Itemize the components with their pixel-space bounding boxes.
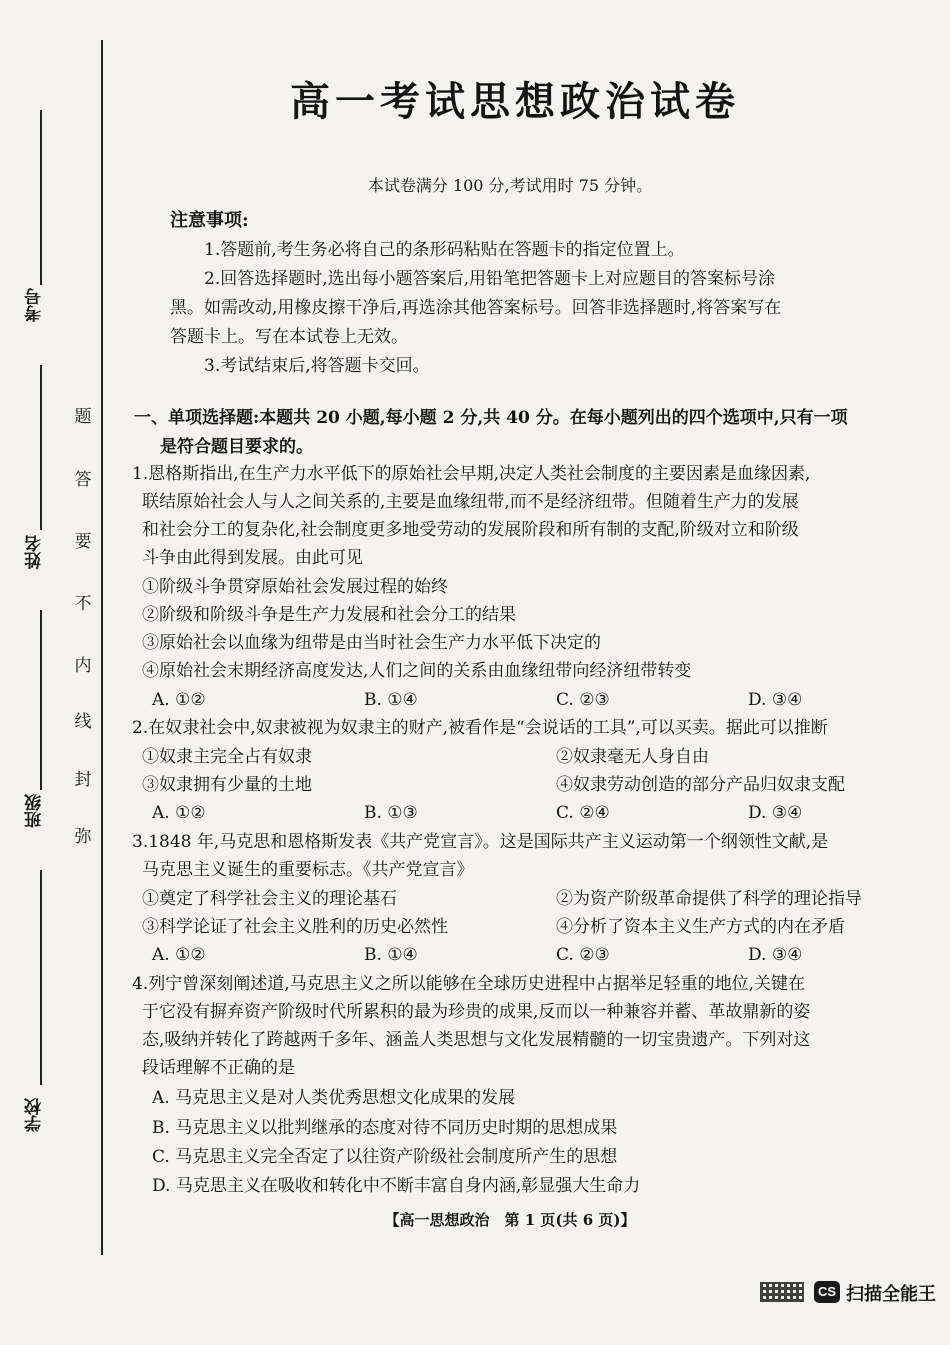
statement-option: ①阶级斗争贯穿原始社会发展过程的始终 [142,577,448,597]
answer-choice: D. ③④ [748,690,803,710]
statement-option: ④原始社会末期经济高度发达,人们之间的关系由血缘纽带向经济纽带转变 [142,661,692,681]
seal-char: 封 [74,770,92,790]
question-stem-line: 4.列宁曾深刻阐述道,马克思主义之所以能够在全球历史进程中占据举足轻重的地位,关键在 [132,974,806,994]
qr-code-icon [760,1282,804,1302]
answer-choice: B. 马克思主义以批判继承的态度对待不同历史时期的思想成果 [152,1118,618,1138]
notice-item: 3.考试结束后,将答题卡交回。 [204,356,430,376]
seal-char: 线 [74,712,92,732]
page-footer: 【高一思想政治 第 1 页(共 6 页)】 [384,1211,636,1229]
answer-choice: D. ③④ [748,803,803,823]
answer-choice: B. ①④ [364,690,418,710]
answer-choice: C. ②③ [556,945,610,965]
answer-choice: B. ①④ [364,945,418,965]
answer-choice: A. ①② [152,945,206,965]
notice-item: 黑。如需改动,用橡皮擦干净后,再选涂其他答案标号。回答非选择题时,将答案写在 [170,298,782,318]
binding-line [101,40,103,1255]
statement-option: ④奴隶劳动创造的部分产品归奴隶支配 [556,775,845,795]
statement-option: ③奴隶拥有少量的土地 [142,775,312,795]
statement-option: ③科学论证了社会主义胜利的历史必然性 [142,917,448,937]
answer-choice: A. 马克思主义是对人类优秀思想文化成果的发展 [152,1088,516,1108]
statement-option: ②为资产阶级革命提供了科学的理论指导 [556,889,862,909]
statement-option: ②奴隶毫无人身自由 [556,747,709,767]
question-stem-line: 于它没有摒弃资产阶级时代所累积的最为珍贵的成果,反而以一种兼容并蓄、革故鼎新的姿 [142,1002,811,1022]
class-label: 班级 [25,794,45,828]
answer-choice: C. ②③ [556,690,610,710]
question-stem-line: 态,吸纳并转化了跨越两千多年、涵盖人类思想与文化发展精髓的一切宝贵遗产。下列对这 [142,1030,811,1050]
seal-char: 不 [74,594,92,614]
exam-info: 本试卷满分 100 分,考试用时 75 分钟。 [367,176,653,195]
class-rule [40,610,42,790]
question-3 [132,828,917,884]
question-stem-line: 斗争由此得到发展。由此可见 [142,548,363,568]
question-1 [132,460,917,572]
camscanner-watermark: 扫描全能王 [846,1284,936,1305]
notice-item: 1.答题前,考生务必将自己的条形码粘贴在答题卡的指定位置上。 [204,240,685,260]
seal-char: 题 [74,407,92,427]
question-stem-line: 段话理解不正确的是 [142,1058,295,1078]
answer-choice: A. ①② [152,690,206,710]
notice-item: 答题卡上。写在本试卷上无效。 [170,327,408,347]
statement-option: ②阶级和阶级斗争是生产力发展和社会分工的结果 [142,605,516,625]
question-stem-line: 马克思主义诞生的重要标志。《共产党宣言》 [142,860,474,880]
school-label: 学校 [25,1098,45,1132]
answer-choice: A. ①② [152,803,206,823]
statement-option: ③原始社会以血缘为纽带是由当时社会生产力水平低下决定的 [142,633,601,653]
page-title: 高一考试思想政治试卷 [290,78,740,125]
camscanner-logo: CS [814,1281,840,1303]
seal-char: 内 [74,656,92,676]
answer-choice: D. 马克思主义在吸收和转化中不断丰富自身内涵,彰显强大生命力 [152,1176,641,1196]
seal-char: 要 [74,532,92,552]
notice-item: 2.回答选择题时,选出每小题答案后,用铅笔把答题卡上对应题目的答案标号涂 [204,269,776,289]
seal-char: 弥 [74,827,92,847]
answer-choice: D. ③④ [748,945,803,965]
question-stem-line: 和社会分工的复杂化,社会制度更多地受劳动的发展阶段和所有制的支配,阶级对立和阶级 [142,520,799,540]
name-label: 姓名 [25,535,45,569]
question-4 [132,970,917,1082]
exam-number-rule [40,110,42,285]
notice-heading: 注意事项: [170,210,249,231]
section-line: 是符合题目要求的。 [160,437,313,457]
question-stem-line: 3.1848 年,马克思和恩格斯发表《共产党宣言》。这是国际共产主义运动第一个纲领性文献,是 [132,832,829,852]
question-stem-line: 2.在奴隶社会中,奴隶被视为奴隶主的财产,被看作是“会说话的工具”,可以买卖。据此可以推断 [132,718,828,738]
question-2 [132,714,917,742]
question-stem-line: 1.恩格斯指出,在生产力水平低下的原始社会早期,决定人类社会制度的主要因素是血缘因素, [132,464,811,484]
section-line: 一、单项选择题:本题共 20 小题,每小题 2 分,共 40 分。在每小题列出的四个选项中,只有一项 [134,408,848,428]
statement-option: ①奴隶主完全占有奴隶 [142,747,312,767]
answer-choice: C. ②④ [556,803,610,823]
exam-number-label: 考号 [25,288,45,322]
statement-option: ①奠定了科学社会主义的理论基石 [142,889,397,909]
question-stem-line: 联结原始社会人与人之间关系的,主要是血缘纽带,而不是经济纽带。但随着生产力的发展 [142,492,799,512]
seal-char: 答 [74,470,92,490]
statement-option: ④分析了资本主义生产方式的内在矛盾 [556,917,845,937]
section-heading [134,404,914,462]
answer-choice: B. ①③ [364,803,418,823]
school-rule [40,870,42,1085]
answer-choice: C. 马克思主义完全否定了以往资产阶级社会制度所产生的思想 [152,1147,618,1167]
name-rule [40,365,42,530]
